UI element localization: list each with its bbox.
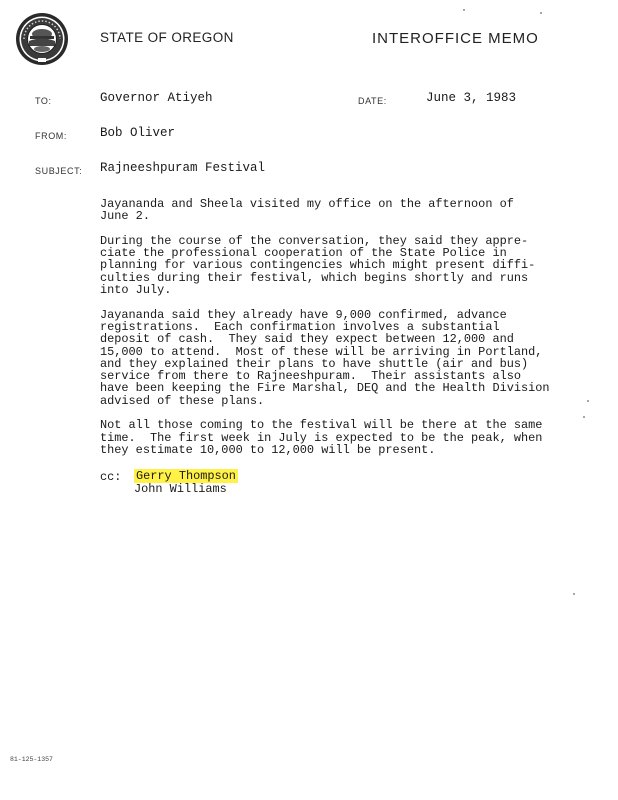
form-number: 81-125-1357 — [10, 756, 53, 763]
to-label: TO: — [35, 96, 52, 106]
from-label: FROM: — [35, 131, 67, 141]
agency-name: STATE OF OREGON — [100, 30, 234, 45]
subject-value: Rajneeshpuram Festival — [100, 161, 266, 175]
cc-recipient: John Williams — [134, 482, 227, 496]
state-seal-logo — [15, 12, 69, 66]
scan-speck — [573, 593, 575, 595]
body-paragraph-registrations: Jayananda said they already have 9,000 confirmed, advance registrations. Each confirmation involves a substantial deposit of cash. They said they expect between 12,000 and 15,000 to attend. Most of these will be arriving in Portland, and they explained their plans to have shuttle (air and bus) service from there to Rajneeshpuram. Their assistants also have been keeping the Fire Marshal, DEQ and the Health Division advised of these plans. — [100, 307, 550, 408]
cc-recipient-highlighted: Gerry Thompson — [136, 469, 236, 483]
memo-body — [100, 197, 550, 469]
memo-title: INTEROFFICE MEMO — [372, 30, 539, 47]
subject-label: SUBJECT: — [35, 166, 83, 176]
cc-label: cc: — [100, 470, 122, 484]
scan-speck — [540, 12, 542, 14]
body-paragraph-visit: Jayananda and Sheela visited my office on the afternoon of June 2. — [100, 197, 514, 224]
date-value: June 3, 1983 — [426, 91, 517, 105]
from-value: Bob Oliver — [100, 126, 176, 140]
date-label: DATE: — [358, 96, 387, 106]
to-value: Governor Atiyeh — [100, 91, 213, 105]
body-paragraph-cooperation: During the course of the conversation, they said they appre- ciate the professional cooperation of the State Police in planning for various contingencies which might present diffi- culties during their festival, which begins shortly and runs into July. — [100, 233, 536, 298]
scan-speck — [583, 416, 585, 418]
scan-speck — [463, 9, 465, 11]
body-paragraph-peak: Not all those coming to the festival will be there at the same time. The first week in July is expected to be the peak, when they estimate 10,000 to 12,000 will be present. — [100, 418, 543, 457]
scan-speck — [587, 400, 589, 402]
